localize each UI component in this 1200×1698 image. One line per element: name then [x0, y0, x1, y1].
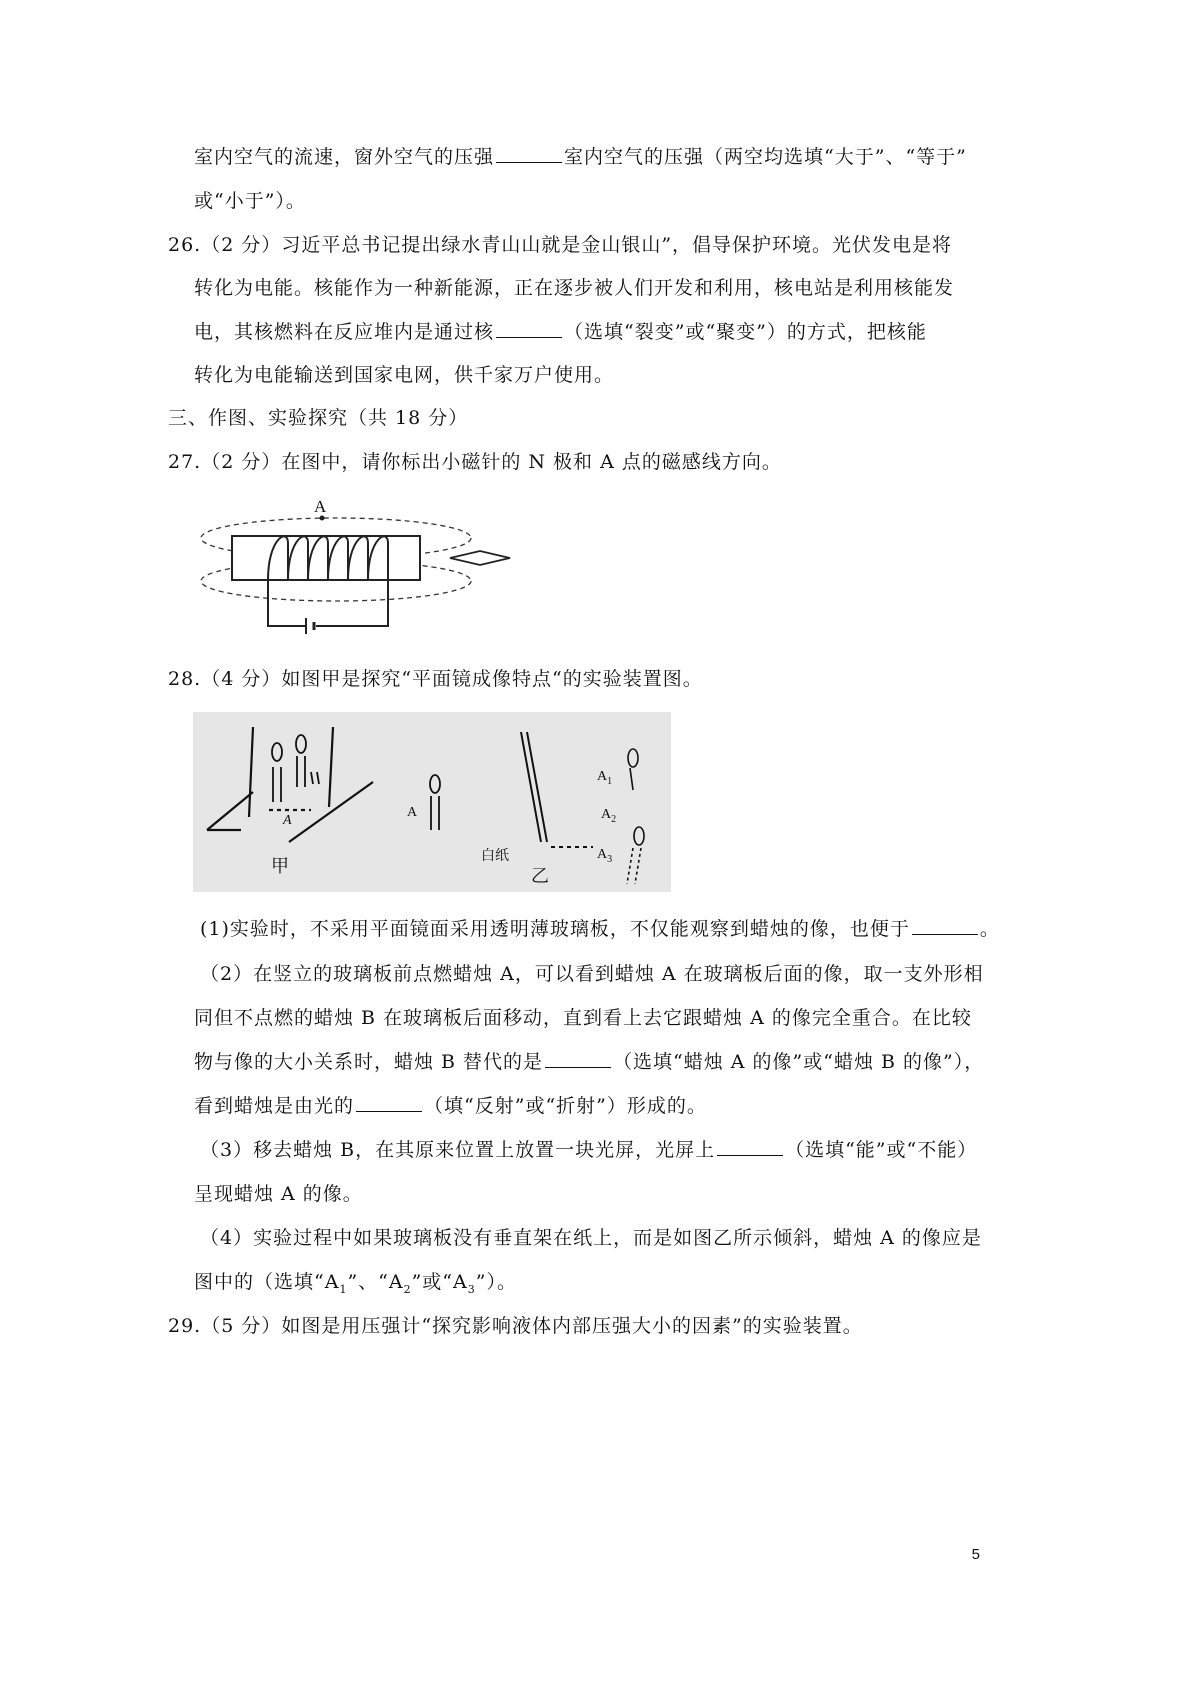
answer-blank[interactable]: [496, 144, 562, 163]
solenoid-core: [232, 536, 420, 580]
q28-text: 28.（4 分）如图甲是探究“平面镜成像特点“的实验装置图。: [168, 668, 703, 690]
q25-line-2: 或“小于”）。: [194, 190, 306, 212]
q28-p4-text-a: 图中的（选填“A: [194, 1271, 340, 1293]
q28-p1-text-b: 。: [979, 918, 1000, 940]
q28-p1: [200, 916, 1000, 942]
point-a-dot: [320, 516, 325, 521]
section-title: 三、作图、实验探究（共 18 分）: [168, 407, 469, 429]
q28-p2-line-4: [194, 1093, 707, 1119]
label-a1: $A_1$: [597, 769, 613, 787]
answer-blank[interactable]: [356, 1093, 422, 1112]
q28-p3-line-2: 呈现蜡烛 A 的像。: [194, 1183, 363, 1205]
q25-line-1-text-a: 室内空气的流速，窗外空气的压强: [194, 146, 495, 168]
answer-blank[interactable]: [545, 1049, 611, 1068]
q26-line-3-text-a: 电，其核燃料在反应堆内是通过核: [194, 321, 495, 343]
compass-needle-icon: [450, 551, 510, 565]
label-a-middle: A: [407, 805, 418, 820]
q25-line-1: [194, 144, 967, 170]
circuit-wire-right: [316, 580, 388, 626]
q28-p2-line-3-text-b: （选填“蜡烛 A 的像”或“蜡烛 B 的像”），: [613, 1051, 985, 1073]
plane-mirror-figure: [193, 712, 671, 892]
q26-line-2: 转化为电能。核能作为一种新能源，正在逐步被人们开发和利用，核电站是利用核能发: [194, 277, 955, 299]
circuit-wire: [268, 580, 306, 626]
subscript-3: 3: [467, 1282, 476, 1296]
label-a-jia: A: [283, 813, 292, 828]
label-a2: $A_2$: [601, 807, 617, 825]
q28-p4-line-1: （4）实验过程中如果玻璃板没有垂直架在纸上，而是如图乙所示倾斜，蜡烛 A 的像应是: [200, 1227, 982, 1249]
q28-p3-line-1: [200, 1137, 977, 1163]
label-baizhi: 白纸: [481, 848, 509, 864]
q28-p4-text-c: ”或“A: [411, 1271, 468, 1293]
answer-blank[interactable]: [717, 1137, 783, 1156]
q27-text: 27.（2 分）在图中，请你标出小磁针的 N 极和 A 点的磁感线方向。: [168, 451, 782, 473]
q28-p2-line-3: [194, 1049, 984, 1075]
q28-p2-line-3-text-a: 物与像的大小关系时，蜡烛 B 替代的是: [194, 1051, 544, 1073]
answer-blank[interactable]: [496, 319, 562, 338]
q28-p2-line-4-text-b: （填“反射”或“折射”）形成的。: [424, 1095, 707, 1117]
q28-p2-line-2: 同但不点燃的蜡烛 B 在玻璃板后面移动，直到看上去它跟蜡烛 A 的像完全重合。在比较: [194, 1007, 972, 1029]
q28-p4-line-2: [194, 1269, 517, 1303]
q25-line-1-text-b: 室内空气的压强（两空均选填“大于”、“等于”: [564, 146, 967, 168]
q29-text: 29.（5 分）如图是用压强计“探究影响液体内部压强大小的因素”的实验装置。: [168, 1315, 863, 1337]
subscript-1: 1: [339, 1282, 348, 1296]
q28-p4-text-d: ”）。: [475, 1271, 517, 1293]
q26-line-3: [194, 319, 927, 345]
answer-blank[interactable]: [912, 916, 978, 935]
label-jia: 甲: [271, 856, 289, 877]
q28-p2-line-1: （2）在竖立的玻璃板前点燃蜡烛 A，可以看到蜡烛 A 在玻璃板后面的像，取一支外形相: [200, 963, 984, 985]
q26-line-1: 26.（2 分）习近平总书记提出绿水青山山就是金山银山”，倡导保护环境。光伏发电是将: [168, 234, 953, 256]
label-yi: 乙: [531, 866, 549, 887]
q28-p2-line-4-text-a: 看到蜡烛是由光的: [194, 1095, 355, 1117]
q28-p3-line-1-text-a: （3）移去蜡烛 B，在其原来位置上放置一块光屏，光屏上: [200, 1139, 716, 1161]
q26-line-4: 转化为电能输送到国家电网，供千家万户使用。: [194, 364, 615, 386]
q28-p4-text-b: ”、“A: [347, 1271, 404, 1293]
subscript-2: 2: [403, 1282, 412, 1296]
page-number: 5: [971, 1546, 980, 1563]
figure-background: [193, 712, 671, 892]
q26-line-3-text-b: （选填“裂变”或“聚变”）的方式，把核能: [564, 321, 927, 343]
solenoid-figure: [196, 498, 516, 638]
q28-p1-text-a: (1)实验时，不采用平面镜面采用透明薄玻璃板，不仅能观察到蜡烛的像，也便于: [200, 918, 910, 940]
point-a-label: A: [314, 498, 327, 516]
label-a3: $A_3$: [597, 847, 613, 865]
q28-p3-line-1-text-b: （选填“能”或“不能）: [785, 1139, 978, 1161]
